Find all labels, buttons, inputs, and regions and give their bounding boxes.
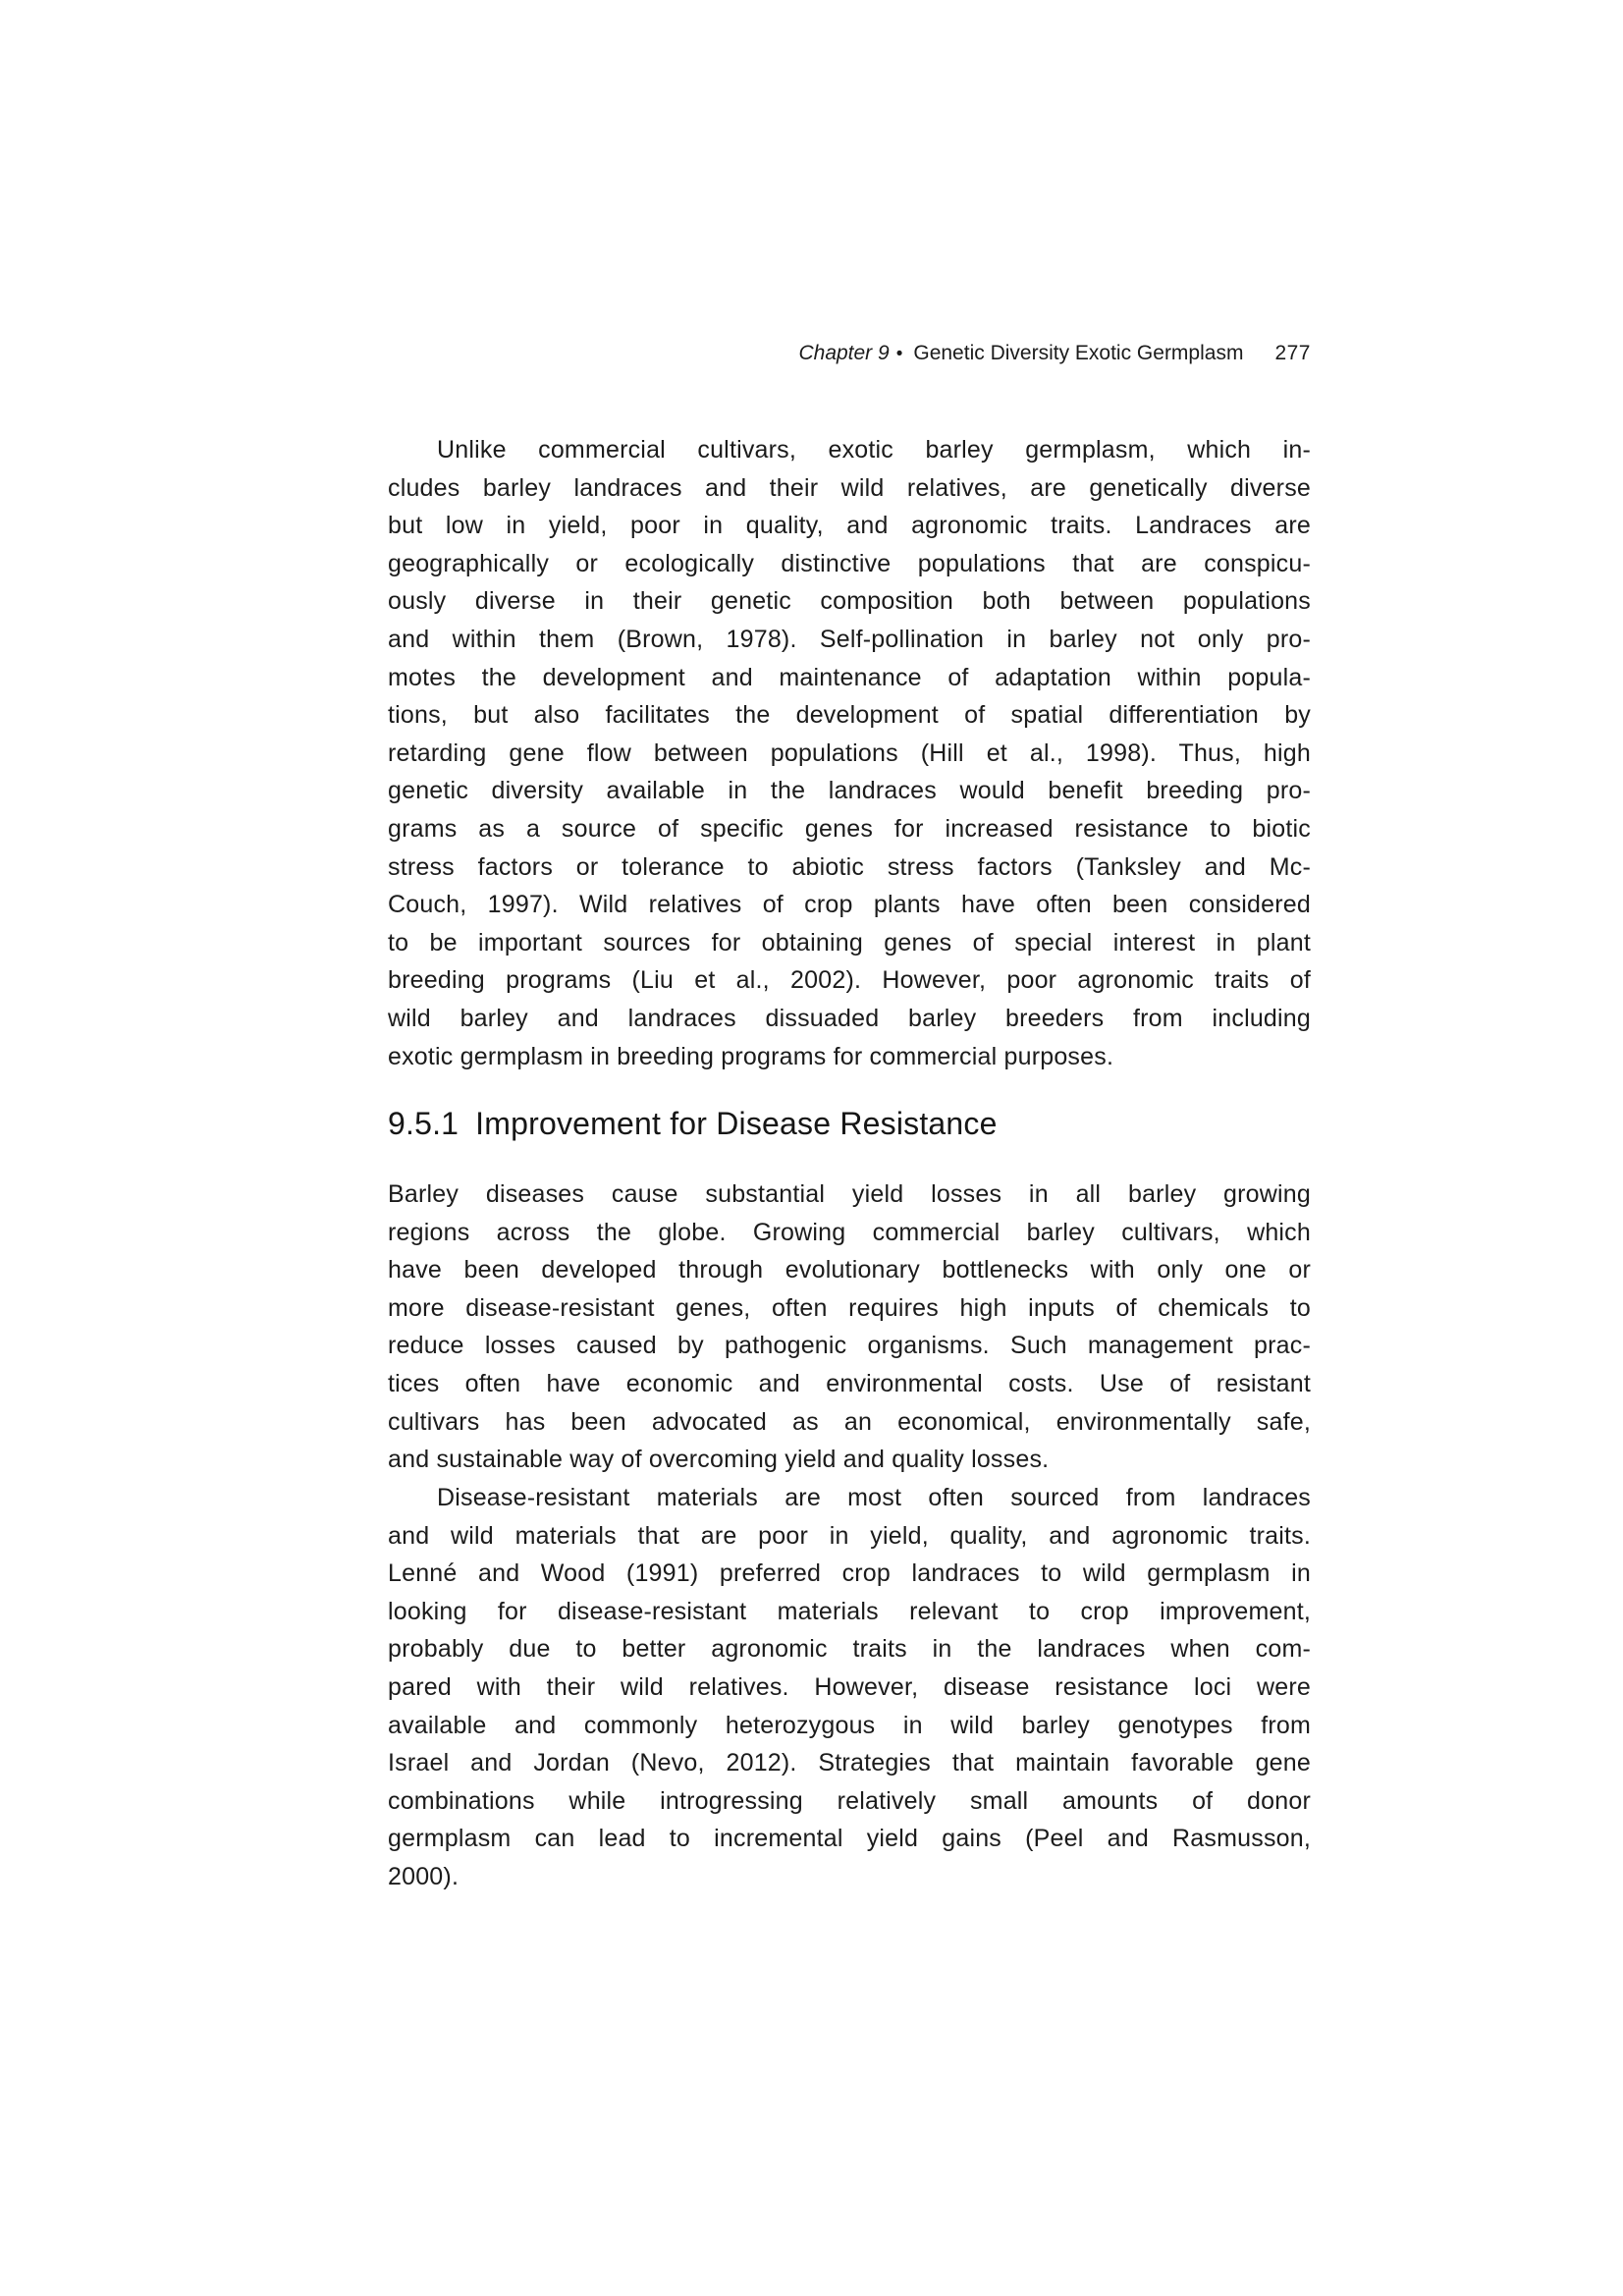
section-number: 9.5.1 bbox=[388, 1106, 460, 1141]
text-line: exotic germplasm in breeding programs for commercial purposes. bbox=[388, 1042, 1114, 1070]
text-line: pared with their wild relatives. However, disease resistance loci were bbox=[388, 1672, 1311, 1701]
text-line: combinations while introgressing relatively small amounts of donor bbox=[388, 1786, 1311, 1815]
paragraph-disease-resistant-materials bbox=[388, 1479, 1311, 1896]
text-line: looking for disease-resistant materials relevant to crop improvement, bbox=[388, 1597, 1311, 1625]
text-line: Israel and Jordan (Nevo, 2012). Strategies that maintain favorable gene bbox=[388, 1749, 1311, 1777]
chapter-label: Chapter 9 bbox=[798, 342, 890, 364]
text-line: and within them (Brown, 1978). Self-pollination in barley not only pro- bbox=[388, 625, 1311, 653]
text-line: Couch, 1997). Wild relatives of crop plants have often been considered bbox=[388, 891, 1311, 919]
text-line: cultivars has been advocated as an economical, environmentally safe, bbox=[388, 1407, 1311, 1436]
text-line: germplasm can lead to incremental yield gains (Peel and Rasmusson, bbox=[388, 1825, 1311, 1853]
paragraph-disease-losses bbox=[388, 1175, 1311, 1479]
text-line: to be important sources for obtaining genes of special interest in plant bbox=[388, 928, 1311, 957]
bullet-separator: • bbox=[895, 344, 903, 364]
text-line: Unlike commercial cultivars, exotic barley germplasm, which in- bbox=[437, 436, 1311, 464]
text-line: tices often have economic and environmental costs. Use of resistant bbox=[388, 1369, 1311, 1397]
text-line: cludes barley landraces and their wild relatives, are genetically diverse bbox=[388, 473, 1311, 502]
text-line: but low in yield, poor in quality, and agronomic traits. Landraces are bbox=[388, 512, 1311, 540]
text-line: geographically or ecologically distinctive populations that are conspicu- bbox=[388, 549, 1311, 577]
text-line: and sustainable way of overcoming yield and quality losses. bbox=[388, 1446, 1050, 1474]
text-line: genetic diversity available in the landraces would benefit breeding pro- bbox=[388, 777, 1311, 805]
text-line: 2000). bbox=[388, 1862, 460, 1890]
text-line: stress factors or tolerance to abiotic stress factors (Tanksley and Mc- bbox=[388, 852, 1311, 881]
text-line: Disease-resistant materials are most often sourced from landraces bbox=[437, 1484, 1311, 1511]
text-line: wild barley and landraces dissuaded barley breeders from including bbox=[388, 1004, 1311, 1032]
text-line: tions, but also facilitates the development of spatial differentiation by bbox=[388, 701, 1311, 730]
text-line: grams as a source of specific genes for increased resistance to biotic bbox=[388, 814, 1311, 843]
page-header bbox=[388, 341, 1311, 367]
section-title: Improvement for Disease Resistance bbox=[475, 1106, 998, 1141]
text-line: reduce losses caused by pathogenic organisms. Such management prac- bbox=[388, 1332, 1311, 1360]
text-line: Barley diseases cause substantial yield losses in all barley growing bbox=[388, 1180, 1311, 1208]
text-line: more disease-resistant genes, often requires high inputs of chemicals to bbox=[388, 1293, 1311, 1322]
paragraph-intro bbox=[388, 431, 1311, 1075]
text-line: retarding gene flow between populations (Hill et al., 1998). Thus, high bbox=[388, 738, 1311, 767]
text-line: and wild materials that are poor in yield, quality, and agronomic traits. bbox=[388, 1521, 1311, 1550]
section-heading bbox=[388, 1106, 998, 1142]
text-line: ously diverse in their genetic composition both between populations bbox=[388, 587, 1311, 616]
page-number: 277 bbox=[1274, 342, 1311, 364]
running-head-title: Genetic Diversity Exotic Germplasm bbox=[913, 342, 1244, 364]
text-line: regions across the globe. Growing commercial barley cultivars, which bbox=[388, 1218, 1311, 1246]
text-line: available and commonly heterozygous in wild barley genotypes from bbox=[388, 1711, 1311, 1739]
text-line: Lenné and Wood (1991) preferred crop landraces to wild germplasm in bbox=[388, 1559, 1311, 1588]
text-line: motes the development and maintenance of adaptation within popula- bbox=[388, 663, 1311, 691]
text-line: have been developed through evolutionary bottlenecks with only one or bbox=[388, 1256, 1311, 1285]
text-line: probably due to better agronomic traits in the landraces when com- bbox=[388, 1635, 1311, 1664]
text-line: breeding programs (Liu et al., 2002). However, poor agronomic traits of bbox=[388, 966, 1311, 995]
